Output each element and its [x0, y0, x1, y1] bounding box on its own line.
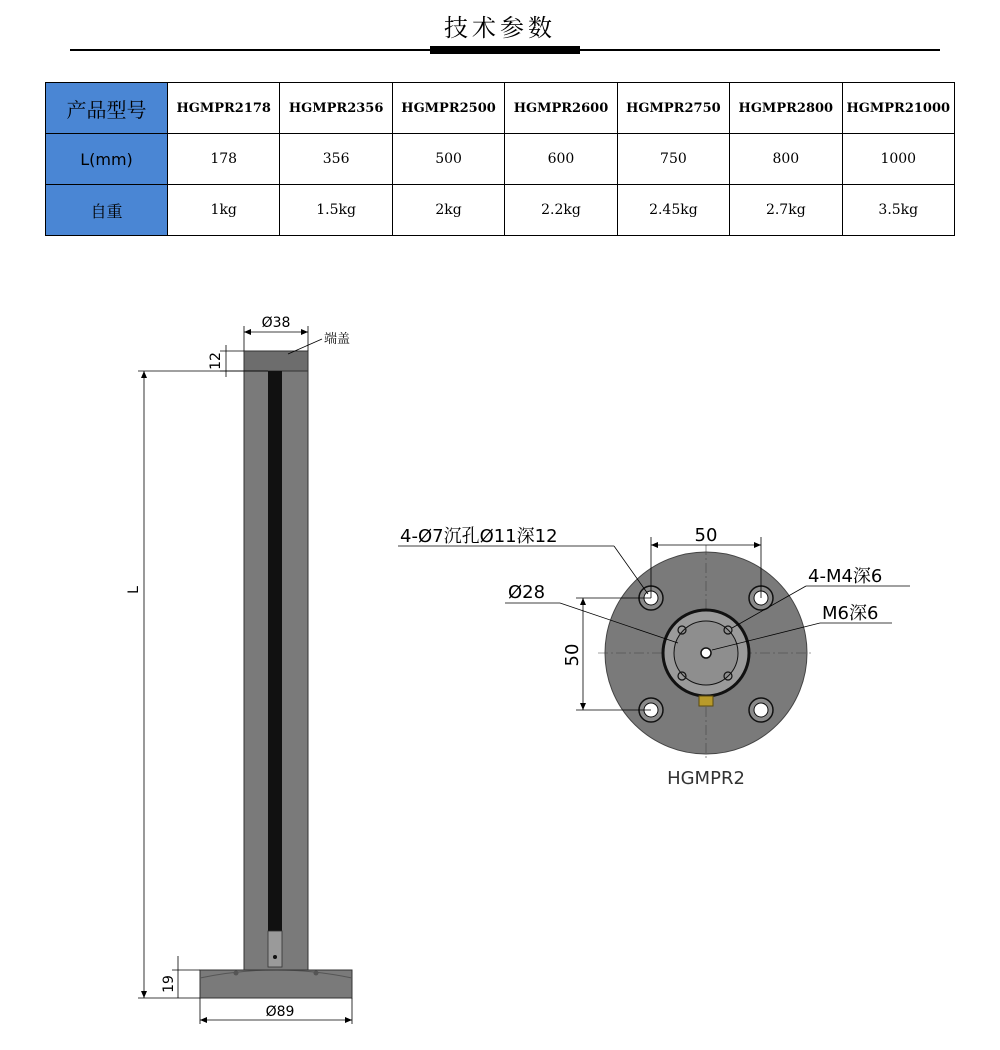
- model-label: HGMPR2: [667, 768, 745, 789]
- table-cell: 178: [168, 134, 280, 185]
- dim-cap-height: 12: [208, 352, 224, 370]
- note-bore-dia: Ø28: [508, 582, 546, 603]
- note-center-tap: M6深6: [822, 603, 879, 624]
- row-header-length: L(mm): [46, 134, 168, 185]
- slot-end: [268, 931, 282, 967]
- table-cell: 2.45kg: [617, 185, 729, 236]
- note-counterbore: 4-Ø7沉孔Ø11深12: [400, 526, 558, 547]
- side-view: [126, 315, 352, 1024]
- table-cell: HGMPR2500: [392, 83, 504, 134]
- top-view: [398, 525, 910, 789]
- dim-length: L: [126, 586, 142, 594]
- dim-spacing-v: 50: [562, 643, 583, 667]
- table-cell: 3.5kg: [842, 185, 954, 236]
- base-screw-icon: [234, 971, 239, 976]
- table-cell: 750: [617, 134, 729, 185]
- table-cell: 500: [392, 134, 504, 185]
- table-cell: HGMPR2356: [280, 83, 392, 134]
- row-header-weight: 自重: [46, 185, 168, 236]
- table-cell: 800: [730, 134, 842, 185]
- table-cell: 356: [280, 134, 392, 185]
- note-tap: 4-M4深6: [808, 566, 883, 587]
- dim-base-dia: Ø89: [265, 1004, 295, 1020]
- table-cell: HGMPR2178: [168, 83, 280, 134]
- table-cell: HGMPR2750: [617, 83, 729, 134]
- slot-screw-icon: [273, 955, 277, 959]
- table-cell: HGMPR21000: [842, 83, 954, 134]
- table-cell: 1kg: [168, 185, 280, 236]
- table-cell: 2kg: [392, 185, 504, 236]
- table-cell: HGMPR2600: [505, 83, 617, 134]
- table-cell: 600: [505, 134, 617, 185]
- end-cap: [244, 351, 308, 371]
- dim-base-height: 19: [161, 975, 177, 993]
- end-cap-label: 端盖: [324, 332, 351, 347]
- table-cell: 2.7kg: [730, 185, 842, 236]
- table-cell: HGMPR2800: [730, 83, 842, 134]
- row-header-model: 产品型号: [46, 83, 168, 134]
- center-tap-icon: [701, 648, 711, 658]
- dim-top-dia: Ø38: [261, 315, 291, 331]
- base-screw-icon: [314, 971, 319, 976]
- table-cell: 2.2kg: [505, 185, 617, 236]
- table-cell: 1000: [842, 134, 954, 185]
- page-title: 技术参数: [444, 14, 556, 42]
- connector-tab: [699, 696, 713, 706]
- rail-slot: [268, 371, 282, 931]
- table-cell: 1.5kg: [280, 185, 392, 236]
- dim-spacing-h: 50: [694, 525, 718, 546]
